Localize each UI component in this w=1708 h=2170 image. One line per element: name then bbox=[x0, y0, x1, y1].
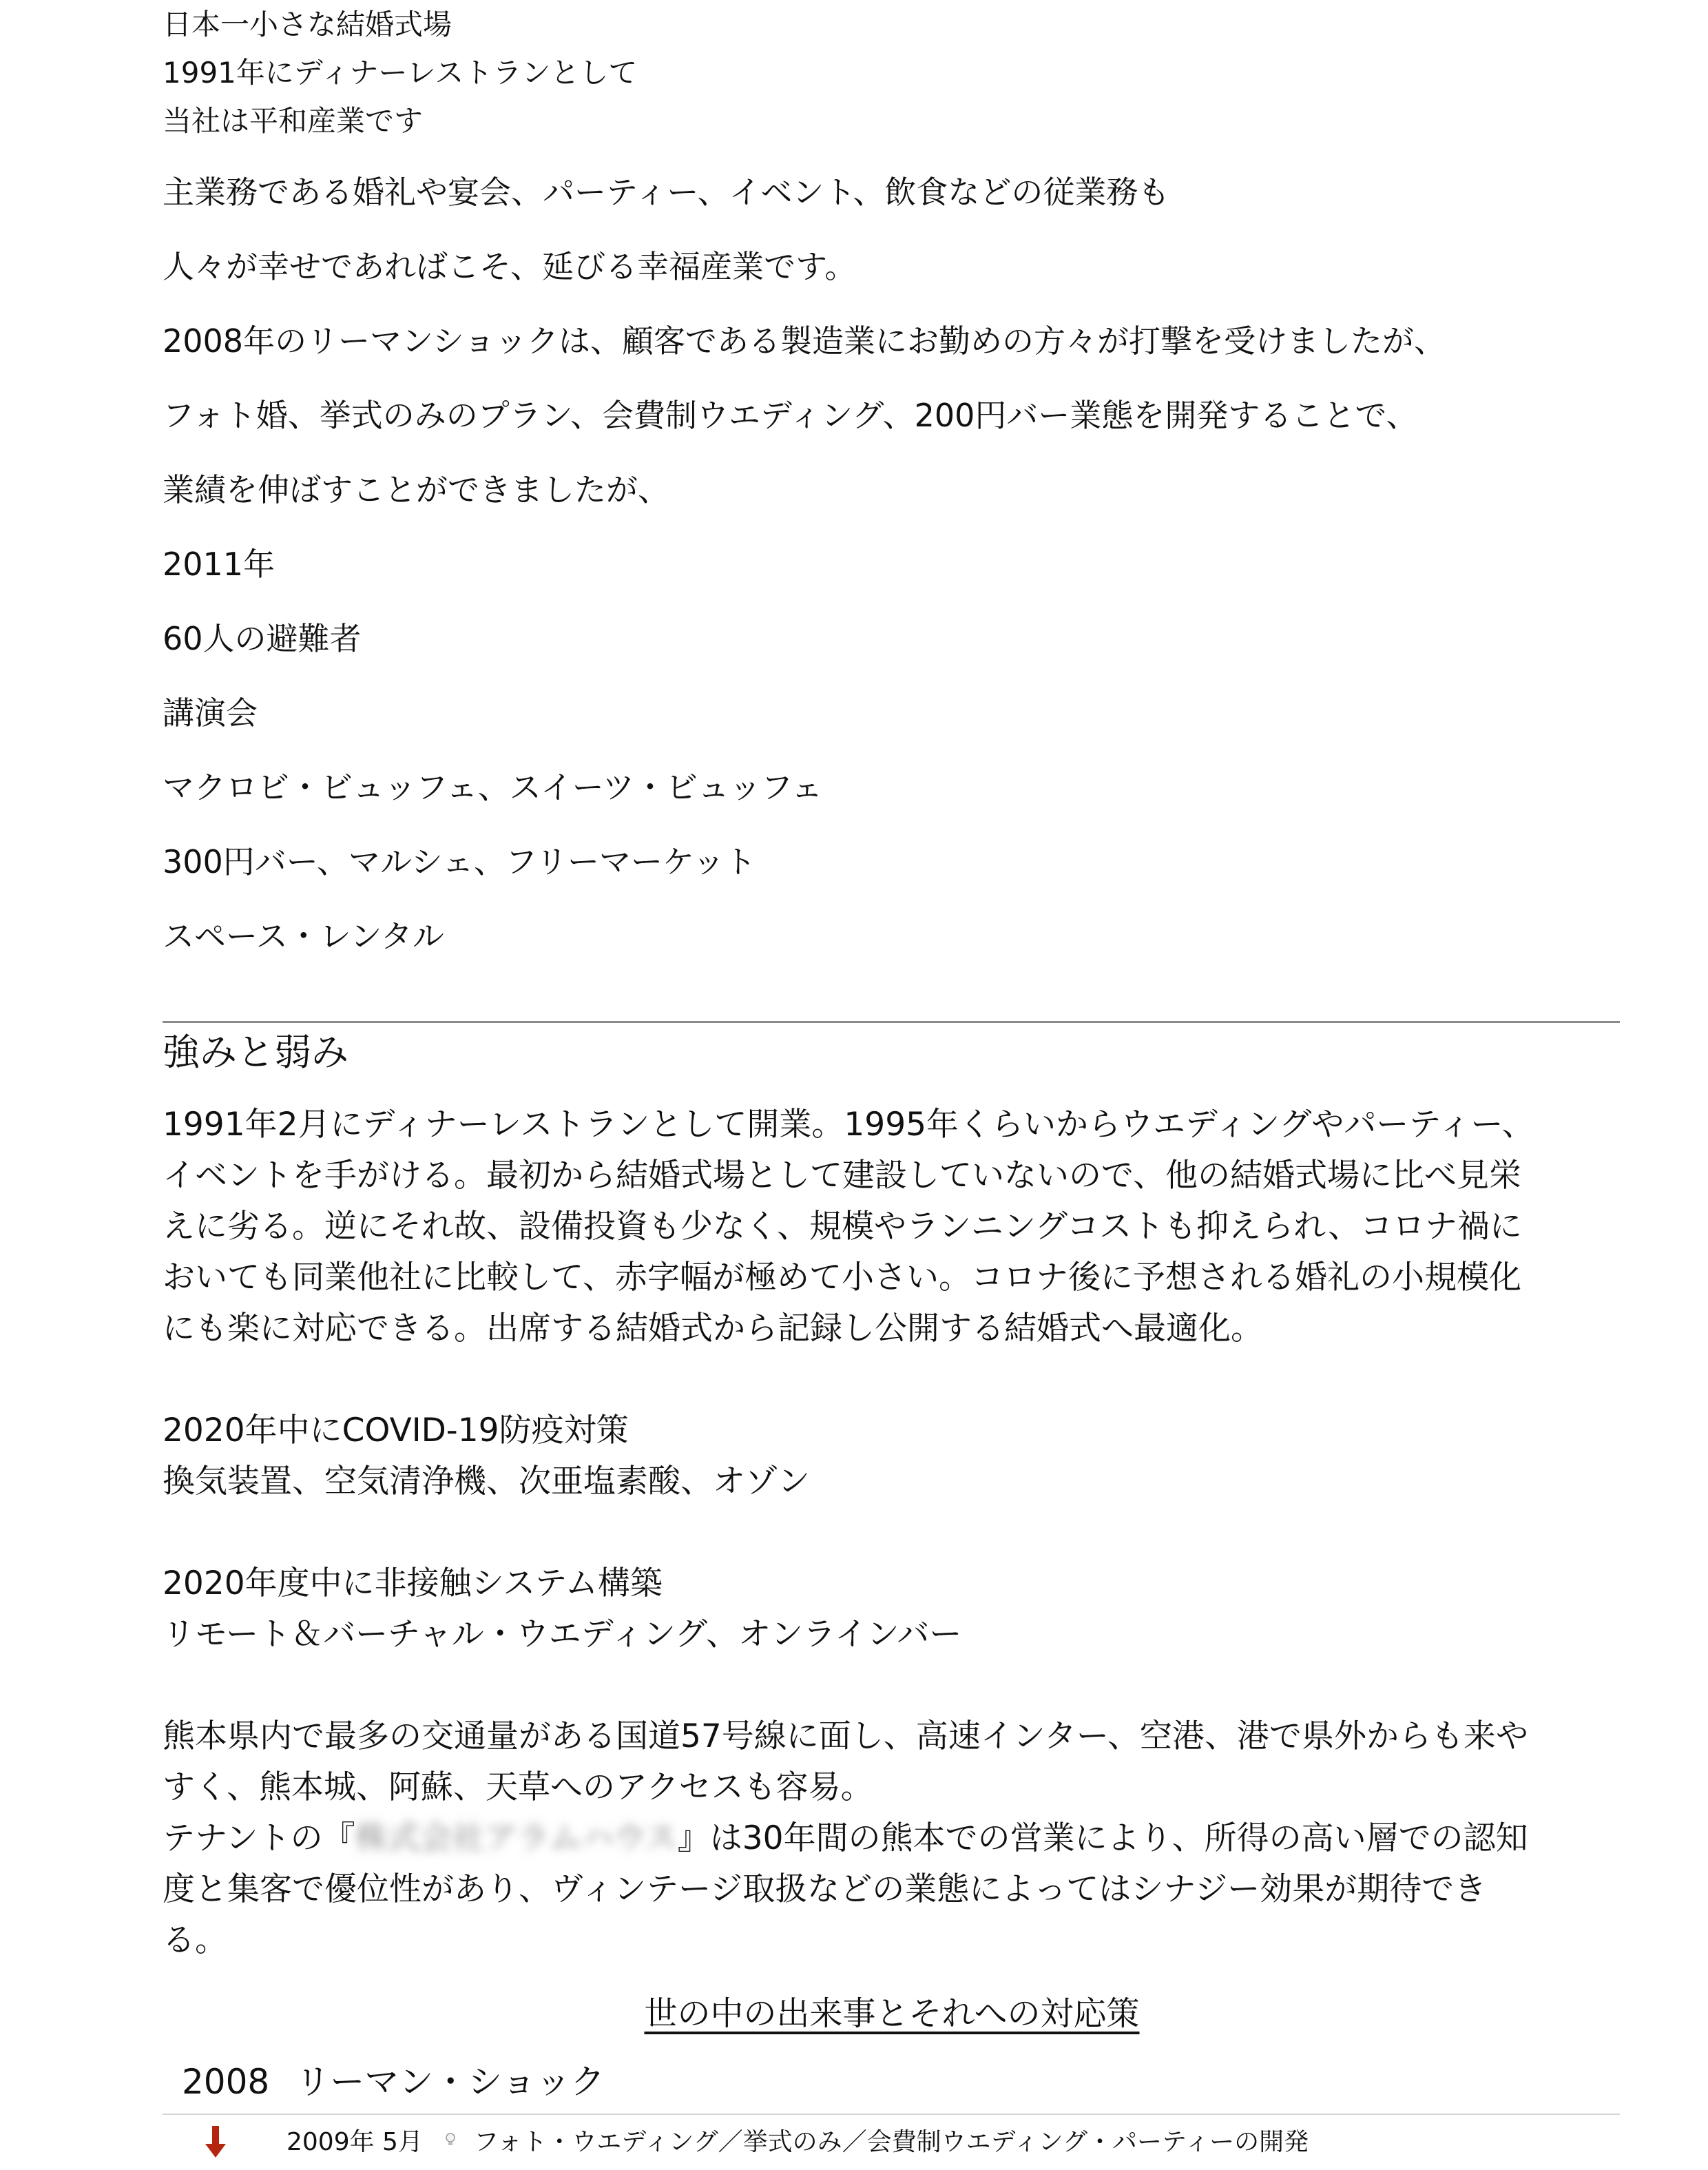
event-name: リーマン・ショック bbox=[295, 2062, 605, 2102]
intro-line: 当社は平和産業です bbox=[163, 104, 424, 138]
body-line: 300円バー、マルシェ、フリーマーケット bbox=[163, 843, 756, 880]
event-year: 2008 bbox=[182, 2062, 270, 2102]
body-line: スペース・レンタル bbox=[163, 918, 444, 955]
event-divider bbox=[163, 2114, 1620, 2115]
paragraph-line: にも楽に対応できる。出席する結婚式から記録し公開する結婚式へ最適化。 bbox=[163, 1310, 1263, 1347]
paragraph-line: 2020年中にCOVID-19防疫対策 bbox=[163, 1412, 629, 1449]
body-line: 主業務である婚礼や宴会、パーティー、イベント、飲食などの従業務も bbox=[163, 174, 1170, 211]
section-heading: 強みと弱み bbox=[163, 1031, 348, 1074]
paragraph-line: 度と集客で優位性があり、ヴィンテージ取扱などの業態によってはシナジー効果が期待でき bbox=[163, 1870, 1487, 1908]
tenant-line bbox=[163, 1813, 1528, 1864]
tenant-prefix: テナントの『 bbox=[163, 1819, 355, 1857]
body-line: 2008年のリーマンショックは、顧客である製造業にお勤めの方々が打撃を受けましたが、 bbox=[163, 322, 1446, 360]
paragraph-line: 熊本県内で最多の交通量がある国道57号線に面し、高速インター、空港、港で県外からも来や bbox=[163, 1717, 1529, 1755]
intro-line: 日本一小さな結婚式場 bbox=[163, 8, 452, 41]
tenant-suffix: 』は30年間の熊本での営業により、所得の高い層での認知 bbox=[677, 1819, 1528, 1857]
paragraph-line: る。 bbox=[163, 1921, 227, 1959]
paragraph-line: イベントを手がける。最初から結婚式場として建設していないので、他の結婚式場に比べ見栄 bbox=[163, 1157, 1522, 1195]
body-line: 60人の避難者 bbox=[163, 620, 362, 657]
arrow-shaft bbox=[212, 2126, 219, 2145]
paragraph-line: リモート＆バーチャル・ウエディング、オンラインバー bbox=[163, 1615, 962, 1653]
intro-line: 1991年にディナーレストランとして bbox=[163, 56, 638, 90]
event-row bbox=[182, 2057, 605, 2107]
paragraph-line: 換気装置、空気清浄機、次亜塩素酸、オゾン bbox=[163, 1463, 810, 1500]
body-line: 2011年 bbox=[163, 546, 275, 583]
paragraph-line: 2020年度中に非接触システム構築 bbox=[163, 1564, 663, 1602]
events-title: 世の中の出来事とそれへの対応策 bbox=[644, 1994, 1140, 2033]
paragraph-line: 1991年2月にディナーレストランとして開業。1995年くらいからウエディングやパーティー、 bbox=[163, 1106, 1534, 1144]
body-line: 人々が幸せであればこそ、延びる幸福産業です。 bbox=[163, 248, 857, 285]
paragraph-line: すく、熊本城、阿蘇、天草へのアクセスも容易。 bbox=[163, 1768, 873, 1806]
paragraph-line: えに劣る。逆にそれ故、設備投資も少なく、規模やランニングコストも抑えられ、コロナ禍に bbox=[163, 1208, 1522, 1246]
arrow-head bbox=[205, 2144, 226, 2158]
lightbulb-icon bbox=[445, 2133, 456, 2148]
section-divider bbox=[163, 1021, 1620, 1023]
body-line: フォト婚、挙式のみのプラン、会費制ウエディング、200円バー業態を開発することで、 bbox=[163, 397, 1418, 434]
response-text: フォト・ウエディング／挙式のみ／会費制ウエディング・パーティーの開発 bbox=[474, 2128, 1309, 2156]
arrow-down-icon bbox=[204, 2126, 227, 2159]
body-line: 業績を伸ばすことができましたが、 bbox=[163, 471, 669, 508]
blurred-tenant-name: 株式会社アラムハウス bbox=[355, 1819, 678, 1857]
response-date: 2009年 5月 bbox=[287, 2128, 423, 2156]
body-line: 講演会 bbox=[163, 694, 258, 732]
body-line: マクロビ・ビュッフェ、スイーツ・ビュッフェ bbox=[163, 769, 823, 806]
paragraph-line: おいても同業他社に比較して、赤字幅が極めて小さい。コロナ後に予想される婚礼の小規模化 bbox=[163, 1259, 1522, 1296]
